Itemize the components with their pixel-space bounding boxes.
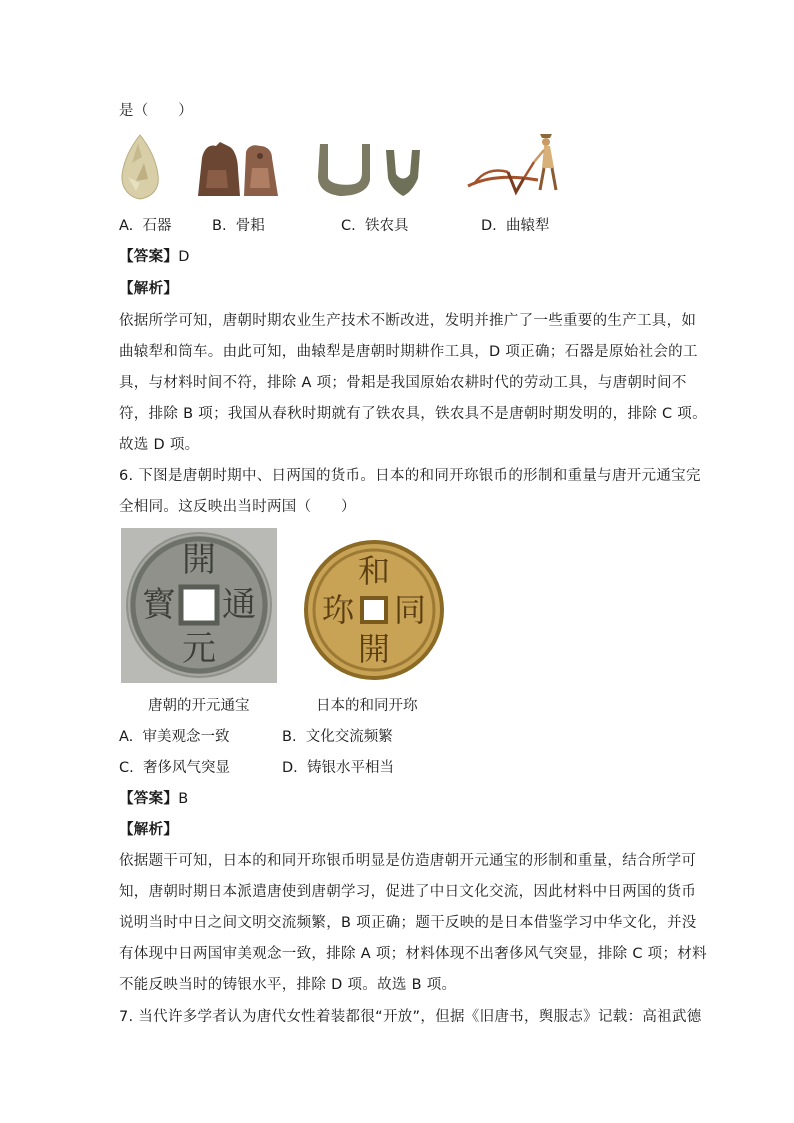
q6-analysis-line-2: 知，唐朝时期日本派遣唐使到唐朝学习，促进了中日文化交流，因此材料中日两国的货币 — [119, 884, 697, 900]
q6-analysis-line-5: 不能反映当时的铸银水平，排除 D 项。故选 B 项。 — [119, 977, 457, 993]
q6-answer: 【答案】B — [119, 791, 189, 807]
coin1-char-bottom: 元 — [182, 629, 216, 669]
q6-option-c: C. 奢侈风气突显 — [119, 760, 230, 776]
q6-stem-line-1: 6. 下图是唐朝时期中、日两国的货币。日本的和同开珎银币的形制和重量与唐开元通宝完 — [119, 468, 701, 484]
q6-stem-line-2: 全相同。这反映出当时两国（ ） — [119, 499, 356, 515]
q5-option-d: D. 曲辕犁 — [481, 218, 550, 234]
q7-stem-line-1: 7. 当代许多学者认为唐代女性着装都很“开放”，但据《旧唐书，舆服志》记载：高祖武德 — [119, 1009, 702, 1025]
coin1-char-top: 開 — [182, 540, 216, 580]
q6-analysis-line-3: 说明当时中日之间文明交流频繁，B 项正确；题干反映的是日本借鉴学习中华文化，并没 — [119, 915, 697, 931]
coin2-char-bottom: 開 — [357, 630, 390, 668]
q5-analysis-label: 【解析】 — [119, 281, 179, 297]
wado-kaichin-coin-image — [300, 538, 448, 682]
stone-tool-image — [118, 133, 162, 201]
q6-option-a: A. 审美观念一致 — [119, 729, 230, 745]
q5-option-b: B. 骨耜 — [212, 218, 265, 234]
coin2-char-right: 同 — [393, 591, 426, 629]
q5-analysis-line-1: 依据所学可知，唐朝时期农业生产技术不断改进，发明并推广了一些重要的生产工具，如 — [119, 313, 697, 329]
coin2-char-top: 和 — [357, 552, 390, 590]
q6-option-b: B. 文化交流频繁 — [282, 729, 393, 745]
bone-spade-image — [194, 140, 282, 198]
q5-analysis-line-3: 具，与材料时间不符，排除 A 项；骨耜是我国原始农耕时代的劳动工具，与唐朝时间不 — [119, 375, 687, 391]
coin2-char-left: 珎 — [321, 591, 354, 629]
q5-option-c: C. 铁农具 — [341, 218, 409, 234]
kaiyuan-tongbao-coin-image — [121, 528, 277, 683]
q6-option-d: D. 铸银水平相当 — [282, 760, 394, 776]
curved-plough-image — [464, 132, 566, 198]
q5-answer: 【答案】D — [119, 249, 190, 265]
q5-option-a: A. 石器 — [119, 218, 172, 234]
coin1-caption: 唐朝的开元通宝 — [148, 698, 250, 714]
q5-analysis-line-4: 符，排除 B 项；我国从春秋时期就有了铁农具，铁农具不是唐朝时期发明的，排除 C 项。 — [119, 406, 707, 422]
q6-analysis-line-4: 有体现中日两国审美观念一致，排除 A 项；材料体现不出奢侈风气突显，排除 C 项；材料 — [119, 946, 707, 962]
q5-stem-tail: 是（ ） — [119, 103, 193, 119]
q6-analysis-line-1: 依据题干可知，日本的和同开珎银币明显是仿造唐朝开元通宝的形制和重量，结合所学可 — [119, 853, 697, 869]
q5-analysis-line-5: 故选 D 项。 — [119, 437, 200, 453]
coin1-char-left: 寳 — [142, 585, 176, 625]
coin2-caption: 日本的和同开珎 — [316, 698, 418, 714]
q6-analysis-label: 【解析】 — [119, 822, 179, 838]
coin1-char-right: 通 — [222, 585, 256, 625]
iron-tools-image — [314, 140, 426, 198]
q5-analysis-line-2: 曲辕犁和筒车。由此可知，曲辕犁是唐朝时期耕作工具，D 项正确；石器是原始社会的工 — [119, 344, 698, 360]
